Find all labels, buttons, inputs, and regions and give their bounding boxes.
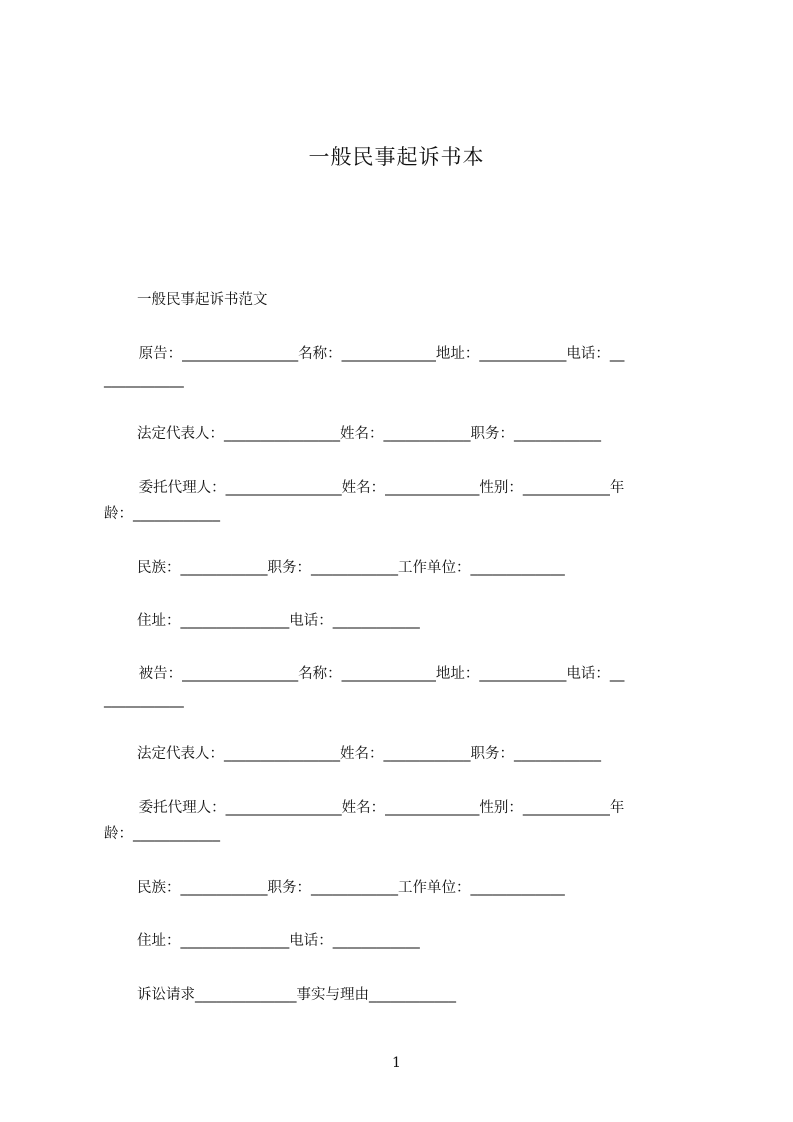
defendant-agent-line: 委托代理人：________________姓名：_____________性别：____________年	[134, 800, 625, 816]
defendant-agent-line-cont: 龄：____________	[104, 826, 220, 842]
plaintiff-line-cont: ___________	[104, 372, 184, 388]
plaintiff-address-line: 住址：_______________电话：____________	[137, 613, 420, 629]
plaintiff-agent-line-cont: 龄：____________	[104, 506, 220, 522]
document-title: 一般民事起诉书本	[308, 145, 485, 169]
defendant-legal-rep-line: 法定代表人：________________姓名：____________职务：____________	[137, 746, 601, 762]
page-number: 1	[392, 1055, 401, 1071]
defendant-ethnicity-line: 民族：____________职务：____________工作单位：_____________	[137, 880, 565, 896]
plaintiff-ethnicity-line: 民族：____________职务：____________工作单位：_____________	[137, 560, 565, 576]
claims-facts-line: 诉讼请求______________事实与理由____________	[137, 987, 456, 1003]
defendant-line-cont: ___________	[104, 692, 184, 708]
plaintiff-agent-line: 委托代理人：________________姓名：_____________性别：____________年	[134, 480, 625, 496]
defendant-address-line: 住址：_______________电话：____________	[137, 933, 420, 949]
section-heading: 一般民事起诉书范文	[137, 292, 268, 308]
defendant-line: 被告：________________名称：_____________地址：____________电话：__	[134, 666, 625, 682]
plaintiff-line: 原告：________________名称：_____________地址：____________电话：__	[134, 346, 625, 362]
plaintiff-legal-rep-line: 法定代表人：________________姓名：____________职务：____________	[137, 426, 601, 442]
